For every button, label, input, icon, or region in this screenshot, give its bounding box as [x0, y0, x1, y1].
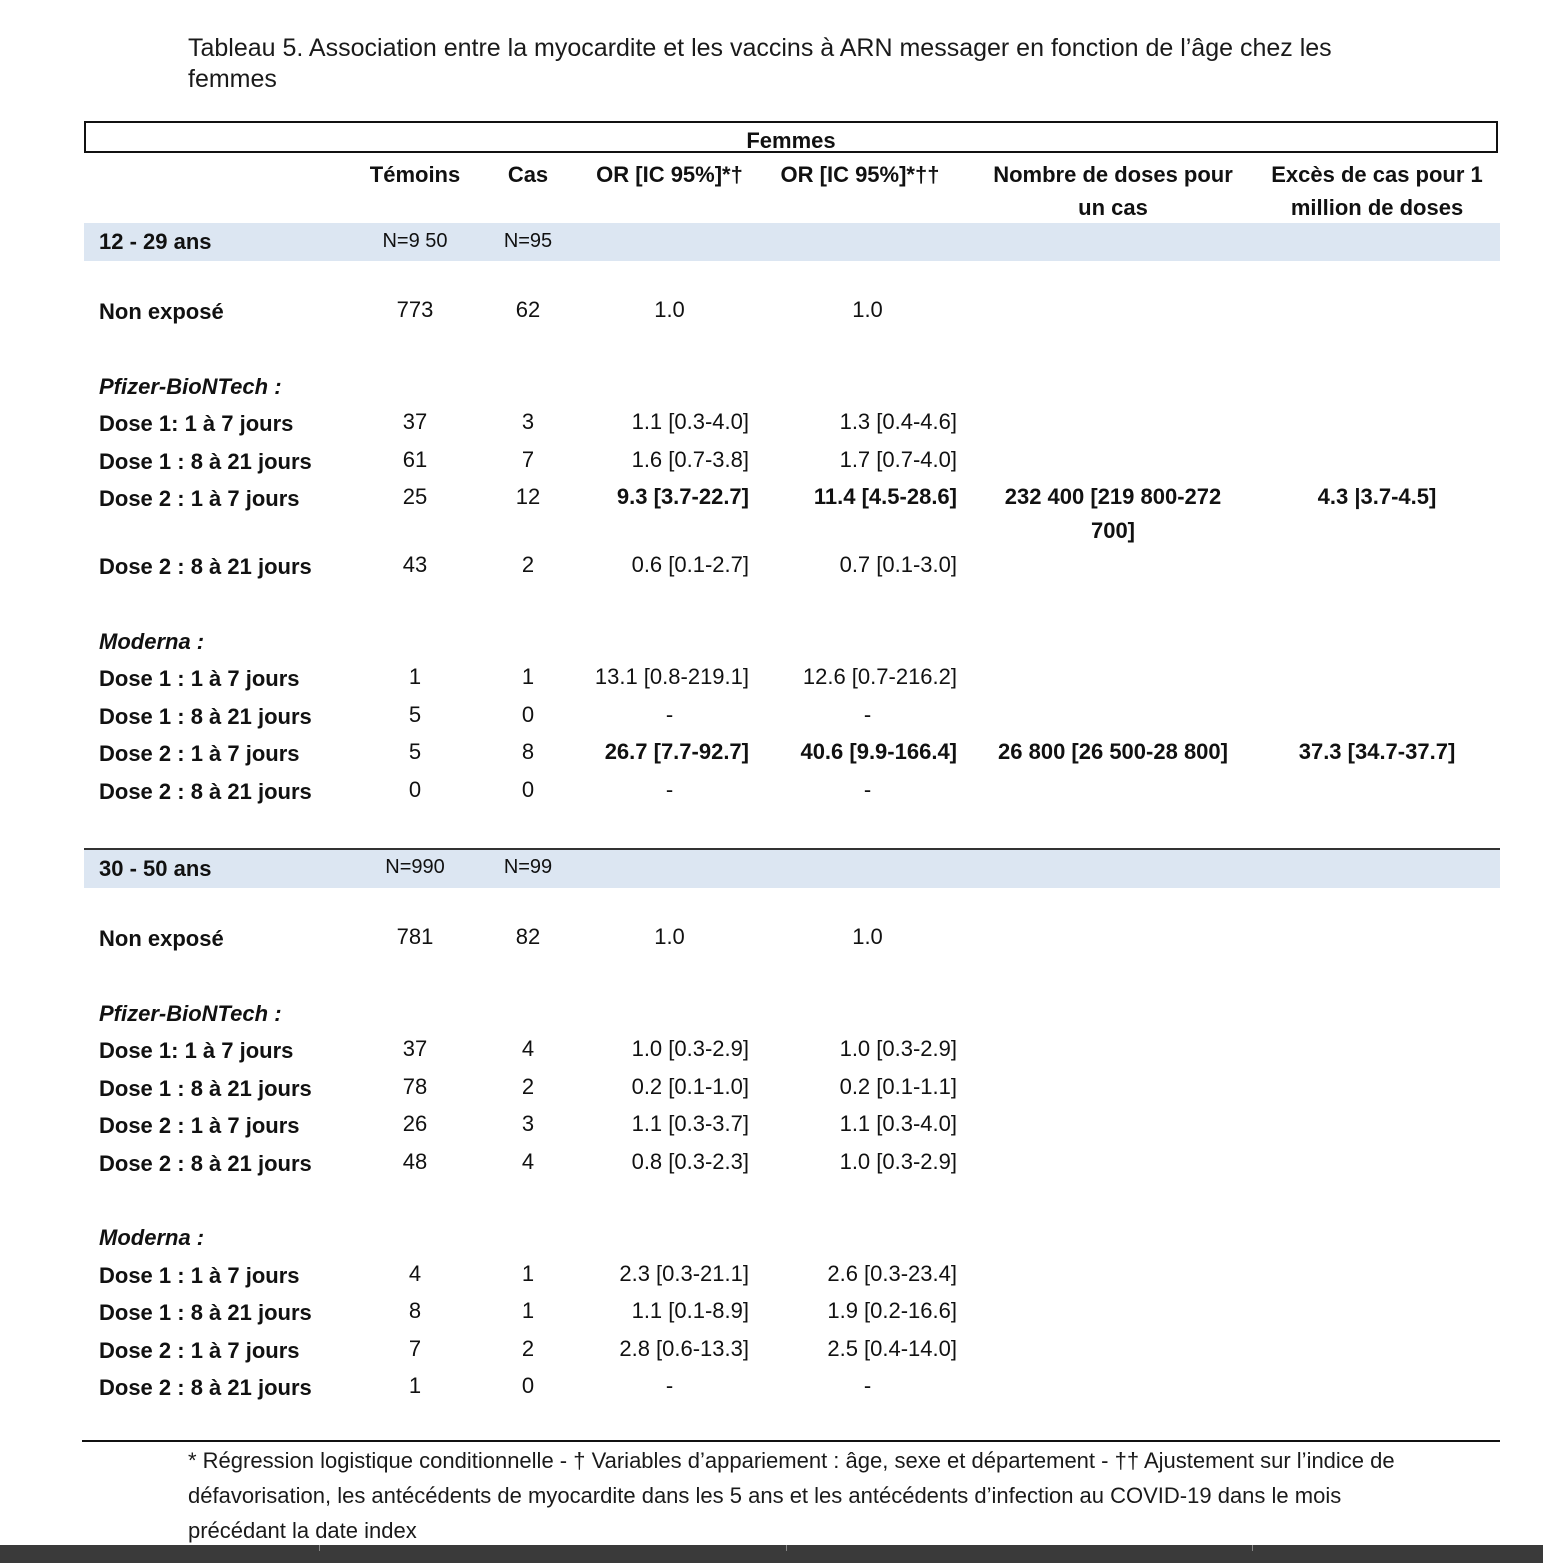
bar-divider [1252, 1545, 1253, 1551]
cell-temoins: 5 [408, 702, 422, 727]
cell-or-1: 0.2 [0.1-1.0] [631, 1074, 749, 1099]
cell-or-2: 1.0 [852, 924, 883, 949]
section-label: 30 - 50 ans [99, 856, 212, 881]
n-temoins: N=9 50 [382, 230, 448, 252]
cell-cas: 0 [521, 777, 535, 802]
cell-or-1: - [665, 1373, 674, 1398]
cell-or-2: - [863, 777, 872, 802]
row-label: Non exposé [99, 299, 224, 324]
cell-temoins: 37 [402, 409, 428, 434]
subgroup-title-moderna: Moderna : [99, 1225, 205, 1250]
cell-temoins: 1 [408, 1373, 422, 1398]
row-label: Dose 1 : 8 à 21 jours [99, 1300, 312, 1325]
row-label: Dose 2 : 8 à 21 jours [99, 1151, 312, 1176]
cell-doses: 232 400 [219 800-272 700] [1004, 484, 1222, 543]
section-band-12-29 [84, 223, 1500, 261]
cell-or-2: 1.0 [0.3-2.9] [839, 1036, 957, 1061]
cell-or-2: 1.0 [852, 297, 883, 322]
cell-cas: 1 [521, 664, 535, 689]
header-temoins: Témoins [369, 162, 461, 187]
cell-cas: 7 [521, 447, 535, 472]
subgroup-title-pfizer: Pfizer-BioNTech : [99, 1001, 282, 1026]
cell-or-2: 1.9 [0.2-16.6] [827, 1298, 957, 1323]
subgroup-title-pfizer: Pfizer-BioNTech : [99, 374, 282, 399]
row-label: Dose 2 : 8 à 21 jours [99, 1375, 312, 1400]
cell-cas: 0 [521, 1373, 535, 1398]
cell-or-1: 1.0 [0.3-2.9] [631, 1036, 749, 1061]
cell-temoins: 4 [408, 1261, 422, 1286]
header-cas: Cas [507, 162, 549, 187]
cell-or-1: 13.1 [0.8-219.1] [594, 664, 749, 689]
section-label: 12 - 29 ans [99, 229, 212, 254]
window-bottom-bar [0, 1545, 1543, 1563]
table-caption: Tableau 5. Association entre la myocardite et les vaccins à ARN messager en fonction de l’âge chez les femmes [188, 34, 1332, 93]
n-cas: N=99 [503, 856, 553, 878]
cell-cas: 62 [515, 297, 541, 322]
n-cas: N=95 [503, 230, 553, 252]
cell-temoins: 773 [396, 297, 434, 322]
row-label: Dose 2 : 8 à 21 jours [99, 554, 312, 579]
cell-or-1: - [665, 702, 674, 727]
cell-cas: 2 [521, 1336, 535, 1361]
cell-or-2: 40.6 [9.9-166.4] [800, 739, 957, 764]
cell-temoins: 48 [402, 1149, 428, 1174]
cell-temoins: 8 [408, 1298, 422, 1323]
cell-exces: 4.3 |3.7-4.5] [1317, 484, 1437, 509]
cell-or-1: 1.0 [654, 297, 685, 322]
row-label: Dose 1 : 8 à 21 jours [99, 449, 312, 474]
cell-doses: 26 800 [26 500-28 800] [998, 739, 1228, 764]
cell-or-2: 1.1 [0.3-4.0] [839, 1111, 957, 1136]
cell-temoins: 781 [396, 924, 434, 949]
cell-cas: 8 [521, 739, 535, 764]
cell-or-1: 2.3 [0.3-21.1] [619, 1261, 749, 1286]
subgroup-title-moderna: Moderna : [99, 629, 205, 654]
row-label: Dose 2 : 1 à 7 jours [99, 741, 300, 766]
cell-or-1: 2.8 [0.6-13.3] [619, 1336, 749, 1361]
cell-cas: 3 [521, 1111, 535, 1136]
row-label: Dose 1 : 1 à 7 jours [99, 1263, 300, 1288]
cell-or-2: 1.0 [0.3-2.9] [839, 1149, 957, 1174]
cell-or-2: 1.3 [0.4-4.6] [839, 409, 957, 434]
cell-or-2: 2.5 [0.4-14.0] [827, 1336, 957, 1361]
cell-exces: 37.3 [34.7-37.7] [1298, 739, 1456, 764]
row-label: Non exposé [99, 926, 224, 951]
table-bottom-rule [82, 1440, 1500, 1442]
cell-cas: 1 [521, 1261, 535, 1286]
header-or-2: OR [IC 95%]*†† [780, 162, 940, 187]
row-label: Dose 1 : 1 à 7 jours [99, 666, 300, 691]
row-label: Dose 1: 1 à 7 jours [99, 411, 294, 436]
cell-cas: 2 [521, 552, 535, 577]
cell-or-1: 0.6 [0.1-2.7] [631, 552, 749, 577]
cell-or-1: 1.0 [654, 924, 685, 949]
cell-or-2: 0.2 [0.1-1.1] [839, 1074, 957, 1099]
cell-cas: 4 [521, 1149, 535, 1174]
bar-divider [786, 1545, 787, 1551]
table-footnote: * Régression logistique conditionnelle - † Variables d’appariement : âge, sexe et département - †† Ajustement sur l’indice de défavorisation, les antécédents de myocardite dans les 5 ans et les antécédents d’infection au COVID-19 dans le mois précédant la date index [188, 1448, 1395, 1543]
cell-or-2: 0.7 [0.1-3.0] [839, 552, 957, 577]
row-label: Dose 2 : 1 à 7 jours [99, 1338, 300, 1363]
cell-cas: 4 [521, 1036, 535, 1061]
header-or-1: OR [IC 95%]*† [596, 162, 743, 187]
cell-temoins: 78 [402, 1074, 428, 1099]
section-band-30-50 [84, 850, 1500, 888]
cell-cas: 0 [521, 702, 535, 727]
cell-or-1: 0.8 [0.3-2.3] [631, 1149, 749, 1174]
cell-or-1: 26.7 [7.7-92.7] [604, 739, 749, 764]
cell-or-1: 1.6 [0.7-3.8] [631, 447, 749, 472]
cell-temoins: 7 [408, 1336, 422, 1361]
cell-or-1: 1.1 [0.3-3.7] [631, 1111, 749, 1136]
cell-or-2: - [863, 1373, 872, 1398]
row-label: Dose 2 : 1 à 7 jours [99, 1113, 300, 1138]
cell-temoins: 61 [402, 447, 428, 472]
row-label: Dose 2 : 1 à 7 jours [99, 486, 300, 511]
cell-temoins: 43 [402, 552, 428, 577]
cell-cas: 1 [521, 1298, 535, 1323]
cell-temoins: 25 [402, 484, 428, 509]
cell-or-2: 11.4 [4.5-28.6] [813, 484, 957, 509]
cell-temoins: 26 [402, 1111, 428, 1136]
group-title-femmes: Femmes [84, 121, 1498, 153]
cell-or-1: 1.1 [0.3-4.0] [631, 409, 749, 434]
cell-or-1: - [665, 777, 674, 802]
row-label: Dose 1: 1 à 7 jours [99, 1038, 294, 1063]
cell-cas: 12 [515, 484, 541, 509]
cell-cas: 3 [521, 409, 535, 434]
cell-temoins: 1 [408, 664, 422, 689]
row-label: Dose 1 : 8 à 21 jours [99, 704, 312, 729]
cell-or-2: 12.6 [0.7-216.2] [802, 664, 957, 689]
header-doses: Nombre de doses pour un cas [993, 162, 1233, 220]
cell-temoins: 5 [408, 739, 422, 764]
cell-or-2: 2.6 [0.3-23.4] [827, 1261, 957, 1286]
row-label: Dose 2 : 8 à 21 jours [99, 779, 312, 804]
bar-divider [319, 1545, 320, 1551]
cell-cas: 82 [515, 924, 541, 949]
row-label: Dose 1 : 8 à 21 jours [99, 1076, 312, 1101]
n-temoins: N=990 [385, 856, 445, 878]
cell-temoins: 37 [402, 1036, 428, 1061]
cell-cas: 2 [521, 1074, 535, 1099]
cell-or-1: 9.3 [3.7-22.7] [616, 484, 749, 509]
cell-or-1: 1.1 [0.1-8.9] [631, 1298, 749, 1323]
cell-or-2: 1.7 [0.7-4.0] [839, 447, 957, 472]
header-exces: Excès de cas pour 1 million de doses [1271, 162, 1483, 220]
cell-or-2: - [863, 702, 872, 727]
cell-temoins: 0 [408, 777, 422, 802]
